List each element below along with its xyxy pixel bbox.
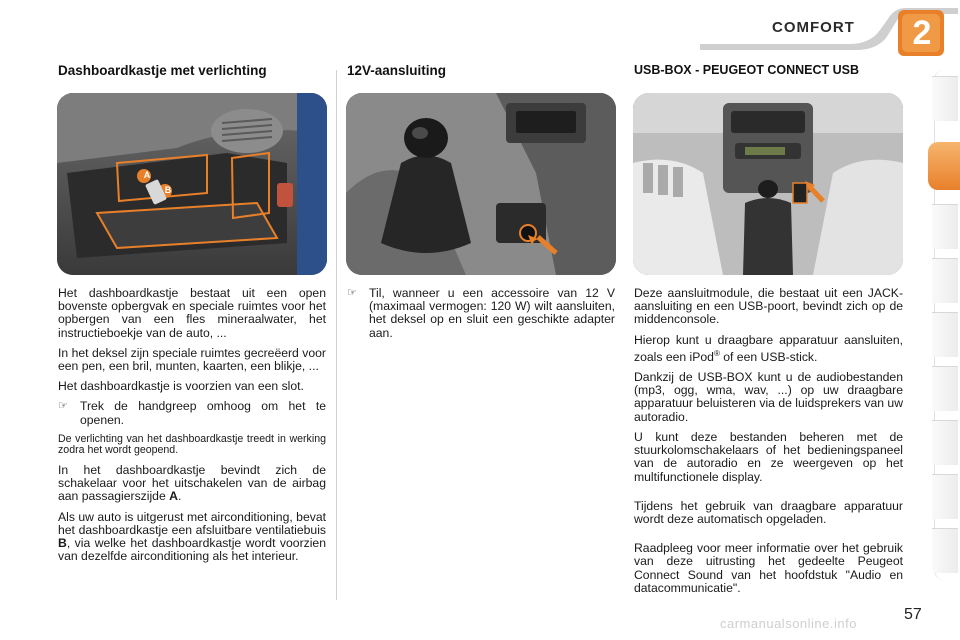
- vent-duct-ref: B: [58, 536, 67, 551]
- usb-p2-end: of een USB-stick.: [719, 349, 818, 364]
- callout-label-a: A: [143, 170, 151, 180]
- section-title: COMFORT: [772, 19, 855, 36]
- glovebox-paragraph-3: Het dashboardkastje is voorzien van een slot.: [58, 379, 304, 394]
- airbag-switch-text: In het dashboardkastje bevindt zich de schakelaar voor het uitschakelen van de airbag aan passagierszijde: [58, 463, 326, 504]
- 12v-bullet-text: Til, wanneer u een accessoire van 12 V (maximaal vermogen: 120 W) wilt aansluiten, het deksel op en sluit een geschikte adapter aan.: [369, 286, 615, 340]
- glovebox-bullet: [58, 400, 326, 426]
- chapter-tab-8[interactable]: [932, 474, 958, 519]
- column-divider: [336, 70, 337, 600]
- chapter-tab-6[interactable]: [932, 366, 958, 411]
- usb-box-text: [634, 287, 903, 602]
- chapter-tab-1[interactable]: [932, 76, 958, 121]
- chapter-number: 2: [912, 14, 932, 52]
- pointing-hand-icon: ☞: [347, 287, 357, 299]
- glovebox-text: [58, 287, 326, 570]
- chapter-tab-3[interactable]: [932, 204, 958, 249]
- pointing-hand-icon: ☞: [58, 400, 68, 413]
- 12v-text: [347, 287, 615, 347]
- glovebox-bullet-text: Trek de handgreep omhoog om het te openen.: [80, 399, 326, 427]
- heading-glovebox: Dashboardkastje met verlichting: [58, 63, 267, 78]
- usb-paragraph-6: Raadpleeg voor meer informatie over het gebruik van deze uitrusting het gedeelte Peugeot Connect Sound van het hoofdstuk "Audio en datacommunicatie".: [634, 541, 903, 595]
- aircon-text-end: , via welke het dashboardkastje wordt voorzien van dezelfde airconditioning als het interieur.: [58, 536, 326, 564]
- chapter-tabs: [928, 70, 960, 590]
- chapter-tab-9[interactable]: [932, 528, 958, 573]
- 12v-bullet: [347, 287, 615, 340]
- glovebox-paragraph-5: [58, 511, 326, 564]
- chapter-tab-4[interactable]: [932, 258, 958, 303]
- watermark-text: carmanualsonline.info: [720, 616, 857, 631]
- page-number: 57: [904, 606, 922, 623]
- heading-12v-socket: 12V-aansluiting: [347, 63, 447, 78]
- usb-paragraph-4: U kunt deze bestanden beheren met de stuurkolomschakelaars of het bedieningspaneel van de autoradio en ze weergeven op het multifunctionele display.: [634, 429, 903, 484]
- airbag-switch-ref: A: [169, 489, 178, 504]
- glovebox-paragraph-4: In het dashboardkastje bevindt zich de schakelaar voor het uitschakelen van de airbag aan passagierszijde A.: [58, 463, 326, 504]
- glovebox-light-note: De verlichting van het dashboardkastje treedt in werking zodra het wordt geopend.: [58, 432, 326, 457]
- usb-p2-start: Hierop kunt u draagbare apparatuur aansluiten, zoals een iPod: [634, 332, 903, 364]
- glovebox-photo: [57, 93, 327, 275]
- usb-paragraph-3: Dankzij de USB-BOX kunt u de audiobestanden (mp3, ogg, wma, wav, ...) op uw draagbare apparatuur beluisteren via de luidsprekers van uw autoradio.: [634, 370, 903, 424]
- aircon-text-start: Als uw auto is uitgerust met airconditioning, bevat het dashboardkastje een afsluitbare ventilatiebuis: [58, 509, 326, 537]
- chapter-tab-7[interactable]: [932, 420, 958, 465]
- usb-paragraph-5: Tijdens het gebruik van draagbare apparatuur wordt deze automatisch opgeladen.: [634, 498, 903, 526]
- usb-paragraph-1: Deze aansluitmodule, die bestaat uit een JACK-aansluiting en een USB-poort, bevindt zich op de middenconsole.: [634, 286, 903, 327]
- callout-label-b: B: [164, 185, 172, 195]
- usb-paragraph-2: [634, 334, 903, 364]
- glovebox-paragraph-1: Het dashboardkastje bestaat uit een open bovenste opbergvak en speciale ruimtes voor het opbergen van een fles mineraalwater, het instructieboekje van de auto, ...: [58, 286, 326, 340]
- chapter-tab-5[interactable]: [932, 312, 958, 357]
- 12v-socket-photo: [346, 93, 616, 275]
- registered-mark: ®: [713, 348, 720, 358]
- heading-usb-box: USB-BOX - PEUGEOT CONNECT USB: [634, 63, 860, 77]
- chapter-tab-2-active[interactable]: [928, 142, 960, 190]
- usb-box-photo: [633, 93, 903, 275]
- glovebox-paragraph-2: In het deksel zijn speciale ruimtes gecreëerd voor een pen, een bril, munten, kaarten, een blikje, ...: [58, 345, 326, 374]
